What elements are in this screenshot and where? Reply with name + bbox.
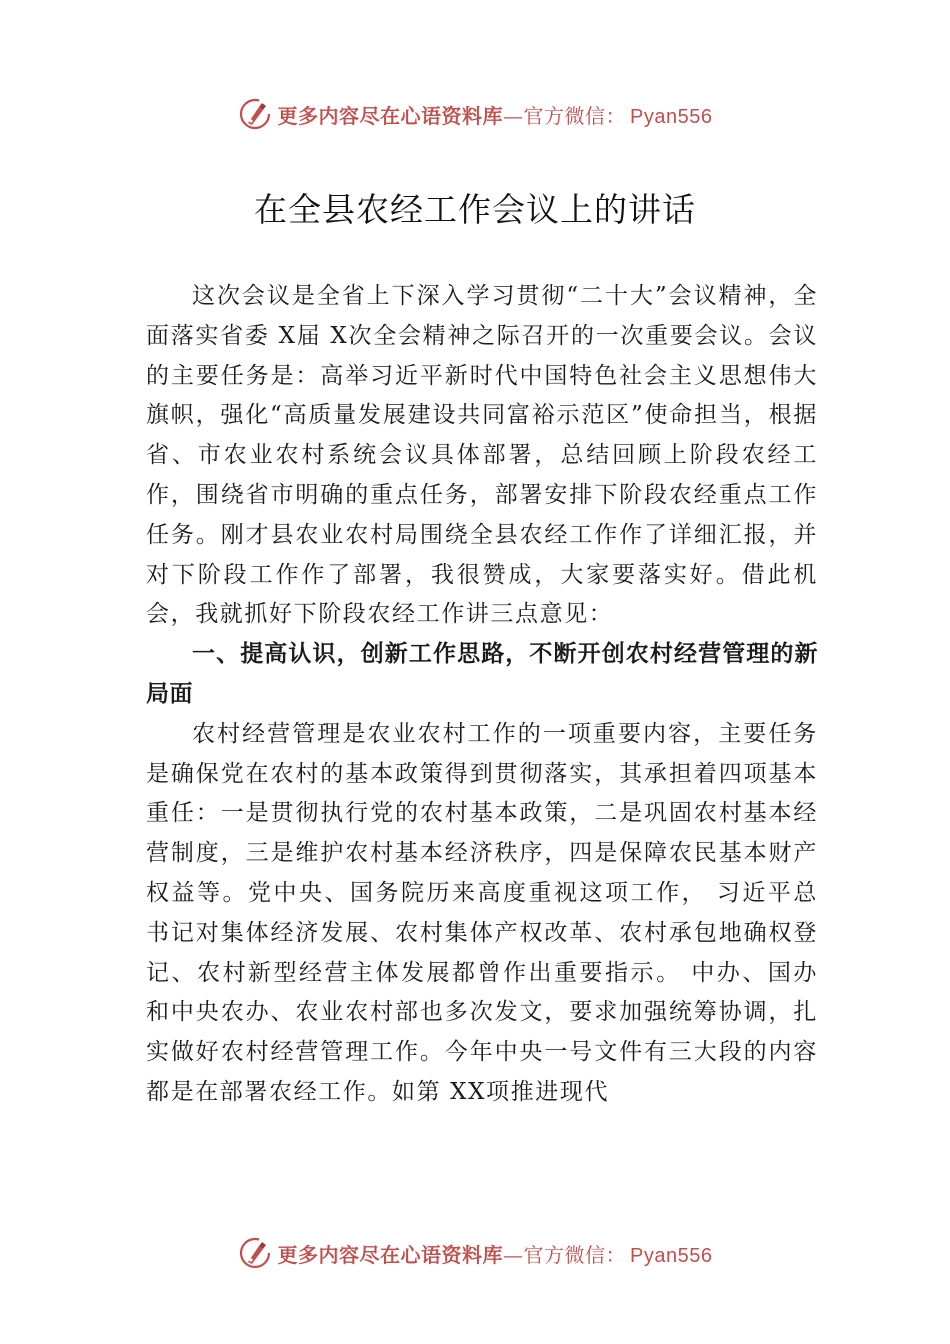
pen-nib-logo-icon (238, 97, 272, 131)
body-paragraph-1: 这次会议是全省上下深入学习贯彻“二十大”会议精神，全面落实省委 X届 X次全会精神之际召开的一次重要会议。会议的主要任务是：高举习近平新时代中国特色社会主义思想伟大旗帜，强化“高质量发展建设共同富裕示范区”使命担当，根据省、市农业农村系统会议具体部署，总结回顾上阶段农经工作，围绕省市明确的重点任务，部署安排下阶段农经重点工作任务。刚才县农业农村局围绕全县农经工作作了详细汇报，并对下阶段工作作了部署，我很赞成，大家要落实好。借此机会，我就抓好下阶段农经工作讲三点意见： (146, 283, 818, 628)
header-wechat-label: 官方微信： (523, 103, 627, 128)
footer-banner (0, 1233, 950, 1273)
header-dash: — (503, 103, 524, 128)
section-heading-1: 一、提高认识，创新工作思路，不断开创农村经营管理的新局面 (146, 641, 818, 707)
header-banner-text (278, 100, 713, 129)
footer-dash: — (503, 1242, 524, 1267)
body-paragraph-2: 农村经营管理是农业农村工作的一项重要内容，主要任务是确保党在农村的基本政策得到贯彻落实，其承担着四项基本重任：一是贯彻执行党的农村基本政策，二是巩固农村基本经营制度，三是维护农村基本经济秩序，四是保障农民基本财产权益等。党中央、国务院历来高度重视这项工作， 习近平总书记对集体经济发展、农村集体产权改革、农村承包地确权登记、农村新型经营主体发展都曾作出重要指示。 中办、国办和中央农办、农业农村部也多次发文，要求加强统筹协调，扎实做好农村经营管理工作。今年中央一号文件有三大段的内容都是在部署农经工作。如第 XX项推进现代 (146, 720, 818, 1105)
document-title: 在全县农经工作会议上的讲话 (254, 190, 696, 229)
footer-banner-text (278, 1239, 713, 1268)
footer-brand: 更多内容尽在心语资料库 (277, 1242, 504, 1267)
document-body (146, 277, 818, 1113)
header-wechat-id: Pyan556 (630, 105, 713, 128)
footer-wechat-id: Pyan556 (630, 1244, 713, 1267)
footer-wechat-label: 官方微信： (523, 1242, 627, 1267)
header-banner (0, 94, 950, 134)
pen-nib-logo-icon (238, 1236, 272, 1270)
header-brand: 更多内容尽在心语资料库 (277, 103, 504, 128)
